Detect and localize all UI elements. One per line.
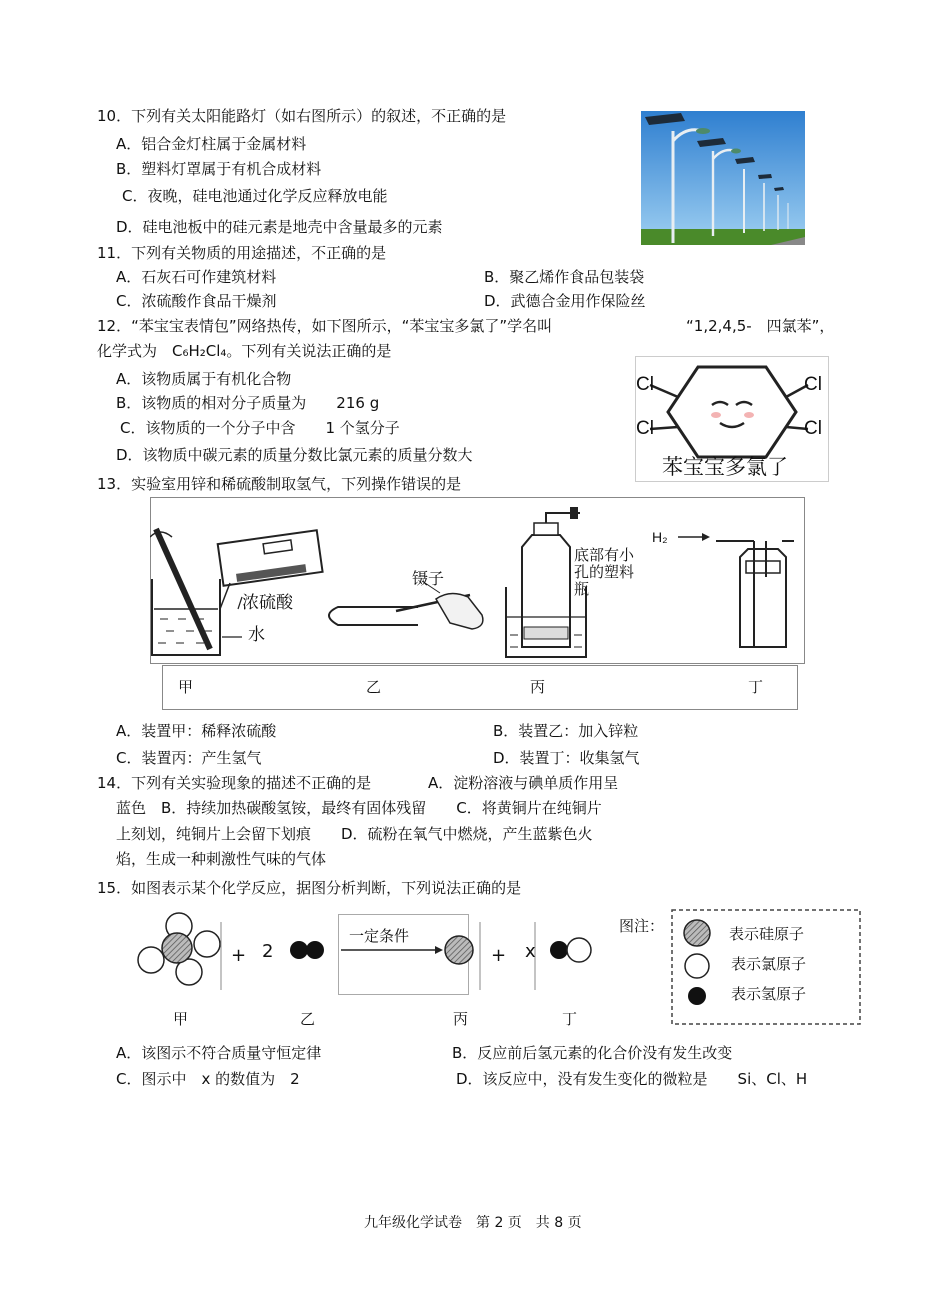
apparatus-label-jia: 甲 [178,678,194,696]
coefficient-2: 2 [262,941,274,962]
q10-option-a: A．铝合金灯柱属于金属材料 [116,135,307,153]
lab-apparatus-figure [150,497,805,711]
q10-option-c: C．夜晚，硅电池通过化学反应释放电能 [122,187,388,205]
q15-stem: 15．如图表示某个化学反应，据图分析判断，下列说法正确的是 [97,879,522,897]
q15-option-d: D．该反应中，没有发生变化的微粒是 Si、Cl、H [456,1070,808,1088]
q11-option-a: A．石灰石可作建筑材料 [116,268,277,286]
legend-hydrogen: 表示氢原子 [731,985,807,1003]
q15-option-a: A．该图示不符合质量守恒定律 [116,1044,322,1062]
q12-stem-line1: 12．“苯宝宝表情包”网络热传，如下图所示，“苯宝宝多氯了”学名叫 [97,317,553,335]
q13-option-c: C．装置丙：产生氢气 [116,749,262,767]
q11-option-c: C．浓硫酸作食品干燥剂 [116,292,277,310]
q15-option-b: B．反应前后氢元素的化合价没有发生改变 [452,1044,733,1062]
reaction-label-ding: 丁 [562,1010,578,1028]
label-plastic-bottle: 底部有小孔的塑料瓶 [574,546,635,598]
q15-option-c: C．图示中 x 的数值为 2 [116,1070,300,1088]
label-tweezers: 镊子 [412,569,445,588]
legend-chlorine: 表示氯原子 [731,955,807,973]
benzene-caption: 苯宝宝多氯了 [662,455,788,479]
apparatus-label-yi: 乙 [366,678,382,696]
q10-option-b: B．塑料灯罩属于有机合成材料 [116,160,322,178]
cl-label-top-right: Cl [804,374,822,395]
page-footer: 九年级化学试卷 第 2 页 共 8 页 [364,1215,582,1231]
q11-option-b: B．聚乙烯作食品包装袋 [484,268,645,286]
benzene-emoji-figure [635,356,829,482]
cl-label-bottom-right: Cl [804,418,822,439]
coefficient-x: x [525,941,536,962]
q10-stem: 10．下列有关太阳能路灯（如右图所示）的叙述，不正确的是 [97,107,507,125]
legend-title: 图注： [619,917,665,935]
cl-label-bottom-left: Cl [636,418,654,439]
q12-stem-line1-name: “1,2,4,5- 四氯苯”， [686,317,835,335]
q12-stem-line2: 化学式为 C₆H₂Cl₄。下列有关说法正确的是 [97,342,392,360]
apparatus-label-ding: 丁 [748,678,764,696]
q12-option-c: C．该物质的一个分子中含 1 个氢分子 [120,419,400,437]
reaction-diagram [135,908,865,1032]
q14-line2: 蓝色 B．持续加热碳酸氢铵，最终有固体残留 C．将黄铜片在纯铜片 [116,799,602,817]
q14-line1: 14．下列有关实验现象的描述不正确的是 [97,774,372,792]
reaction-label-yi: 乙 [300,1010,316,1028]
q14-line4: 焰，生成一种刺激性气味的气体 [116,850,327,868]
legend-silicon: 表示硅原子 [729,925,805,943]
label-water: 水 [248,625,265,645]
apparatus-label-bing: 丙 [530,678,546,696]
q14-option-a-start: A．淀粉溶液与碘单质作用呈 [428,774,619,792]
reaction-label-jia: 甲 [173,1010,189,1028]
q11-option-d: D．武德合金用作保险丝 [484,292,646,310]
q13-stem: 13．实验室用锌和稀硫酸制取氢气，下列操作错误的是 [97,475,462,493]
reaction-label-bing: 丙 [453,1010,469,1028]
q12-option-d: D．该物质中碳元素的质量分数比氯元素的质量分数大 [116,446,473,464]
q12-option-a: A．该物质属于有机化合物 [116,370,292,388]
q12-option-b: B．该物质的相对分子质量为 216 g [116,394,380,412]
solar-streetlight-photo [641,111,805,245]
label-h2: H₂ [652,529,668,545]
label-concentrated-acid: 浓硫酸 [242,593,293,613]
plus-sign-2: + [491,945,507,966]
q10-option-d: D．硅电池板中的硅元素是地壳中含量最多的元素 [116,218,443,236]
q13-option-a: A．装置甲：稀释浓硫酸 [116,722,277,740]
q14-line3: 上刻划，纯铜片上会留下划痕 D．硫粉在氧气中燃烧，产生蓝紫色火 [116,825,593,843]
q13-option-d: D．装置丁：收集氢气 [493,749,640,767]
plus-sign-1: + [231,945,247,966]
q11-stem: 11．下列有关物质的用途描述，不正确的是 [97,244,387,262]
reaction-condition: 一定条件 [349,927,410,945]
q13-option-b: B．装置乙：加入锌粒 [493,722,639,740]
cl-label-top-left: Cl [636,374,654,395]
